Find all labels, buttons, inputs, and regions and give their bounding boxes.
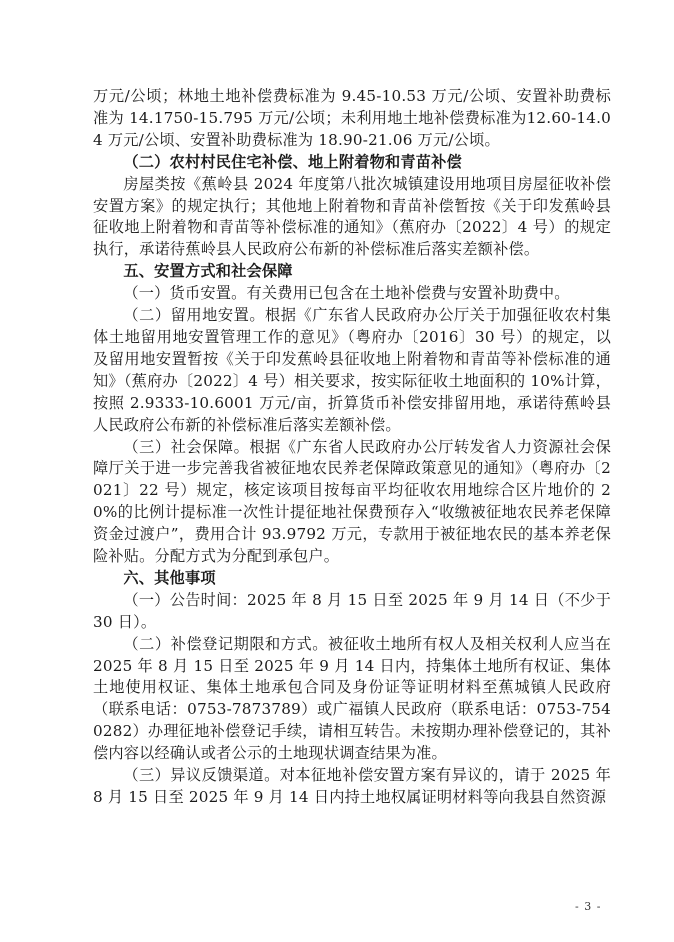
paragraph-social-security: （三）社会保障。根据《广东省人民政府办公厅转发省人力资源社会保障厅关于进一步完善我省被征地农民养老保障政策意见的通知》（粤府办〔2021〕22 号）规定，核定该项目按每亩平均征收农用地综合区片地价的 20%的比例计提标准一次性计提征地社保费预存入“收缴被征地农民养老保障资金过渡户”，费用合计 93.9792 万元，专款用于被征地农民的基本养老保险补贴。分配方式为分配到承包户。 xyxy=(93,437,611,566)
heading-resettlement: 五、安置方式和社会保障 xyxy=(123,262,293,281)
paragraph-housing-compensation: 房屋类按《蕉岭县 2024 年度第八批次城镇建设用地项目房屋征收补偿安置方案》的规定执行；其他地上附着物和青苗补偿暂按《关于印发蕉岭县征收地上附着物和青苗等补偿标准的通知》（蕉府办〔2022〕4 号）的规定执行，承诺待蕉岭县人民政府公布新的补偿标准后落实差额补偿。 xyxy=(93,174,611,259)
document-body xyxy=(93,86,611,809)
paragraph-monetary-resettlement: （一）货币安置。有关费用已包含在土地补偿费与安置补助费中。 xyxy=(123,284,570,303)
page-number: - 3 - xyxy=(575,900,602,913)
paragraph-registration: （二）补偿登记期限和方式。被征收土地所有权人及相关权利人应当在 2025 年 8 月 15 日至 2025 年 9 月 14 日内，持集体土地所有权证、集体土地使用权证、集体土地承包合同及身份证等证明材料至蕉城镇人民政府（联系电话：0753-7873789）或广福镇人民政府（联系电话：0753-7540282）办理征地补偿登记手续，请相互转告。未按期办理补偿登记的，其补偿内容以经确认或者公示的土地现状调查结果为准。 xyxy=(93,634,611,763)
paragraph-objection-channel: （三）异议反馈渠道。对本征地补偿安置方案有异议的，请于 2025 年 8 月 15 日至 2025 年 9 月 14 日内持土地权属证明材料等向我县自然资源 xyxy=(93,766,611,806)
heading-other-matters: 六、其他事项 xyxy=(123,568,216,587)
paragraph-reserved-land: （二）留用地安置。根据《广东省人民政府办公厅关于加强征收农村集体土地留用地安置管理工作的意见》（粤府办〔2016〕30 号）的规定，以及留用地安置暂按《关于印发蕉岭县征收地上附着物和青苗等补偿标准的通知》（蕉府办〔2022〕4 号）相关要求，按实际征收土地面积的 10%计算，按照 2.9333-10.6001 万元/亩，折算货币补偿安排留用地，承诺待蕉岭县人民政府公布新的补偿标准后落实差额补偿。 xyxy=(93,306,611,434)
paragraph-compensation-standards: 万元/公顷；林地土地补偿费标准为 9.45-10.53 万元/公顷、安置补助费标准为 14.1750-15.795 万元/公顷；未利用地土地补偿费标准为12.60-14.04 万元/公顷、安置补助费标准为 18.90-21.06 万元/公顷。 xyxy=(93,87,611,149)
subheading-housing-compensation: （二）农村村民住宅补偿、地上附着物和青苗补偿 xyxy=(123,152,462,171)
paragraph-announcement-period: （一）公告时间：2025 年 8 月 15 日至 2025 年 9 月 14 日（不少于 30 日）。 xyxy=(93,590,611,631)
